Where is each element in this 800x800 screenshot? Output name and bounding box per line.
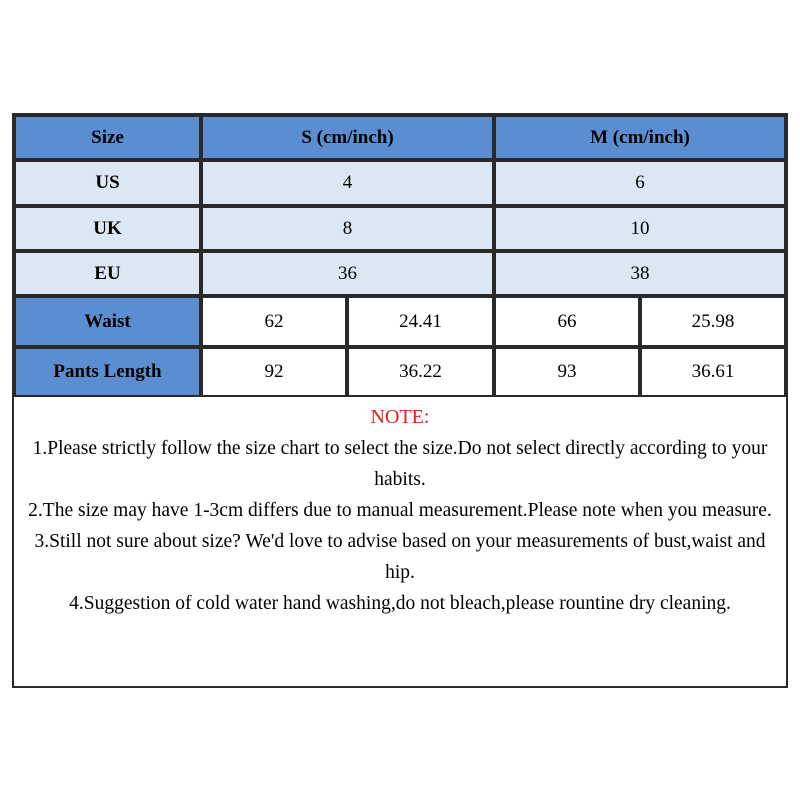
pants-length-m-inch: 36.61	[640, 347, 786, 397]
waist-s-cm: 62	[201, 296, 347, 347]
note-item-3: 3.Still not sure about size? We'd love to advise based on your measurements of bust,waist and hip.	[34, 531, 766, 583]
eu-s-value: 36	[201, 251, 494, 296]
waist-s-inch: 24.41	[347, 296, 494, 347]
us-m-value: 6	[494, 160, 786, 206]
uk-m-value: 10	[494, 206, 786, 251]
note-item-2: 2.The size may have 1-3cm differs due to manual measurement.Please note when you measure.	[28, 500, 772, 521]
row-label-pants-length: Pants Length	[14, 347, 201, 397]
row-label-uk: UK	[14, 206, 201, 251]
header-s-column: S (cm/inch)	[201, 115, 494, 160]
note-item-4: 4.Suggestion of cold water hand washing,do not bleach,please rountine dry cleaning.	[69, 593, 731, 614]
notes-section	[14, 397, 786, 686]
pants-length-s-inch: 36.22	[347, 347, 494, 397]
size-chart	[12, 113, 788, 688]
header-size-label: Size	[14, 115, 201, 160]
pants-length-s-cm: 92	[201, 347, 347, 397]
header-m-column: M (cm/inch)	[494, 115, 786, 160]
waist-m-cm: 66	[494, 296, 640, 347]
row-label-eu: EU	[14, 251, 201, 296]
eu-m-value: 38	[494, 251, 786, 296]
row-label-waist: Waist	[14, 296, 201, 347]
uk-s-value: 8	[201, 206, 494, 251]
row-label-us: US	[14, 160, 201, 206]
pants-length-m-cm: 93	[494, 347, 640, 397]
note-item-1: 1.Please strictly follow the size chart to select the size.Do not select directly according to your habits.	[32, 438, 768, 490]
waist-m-inch: 25.98	[640, 296, 786, 347]
us-s-value: 4	[201, 160, 494, 206]
note-title: NOTE:	[370, 406, 430, 428]
